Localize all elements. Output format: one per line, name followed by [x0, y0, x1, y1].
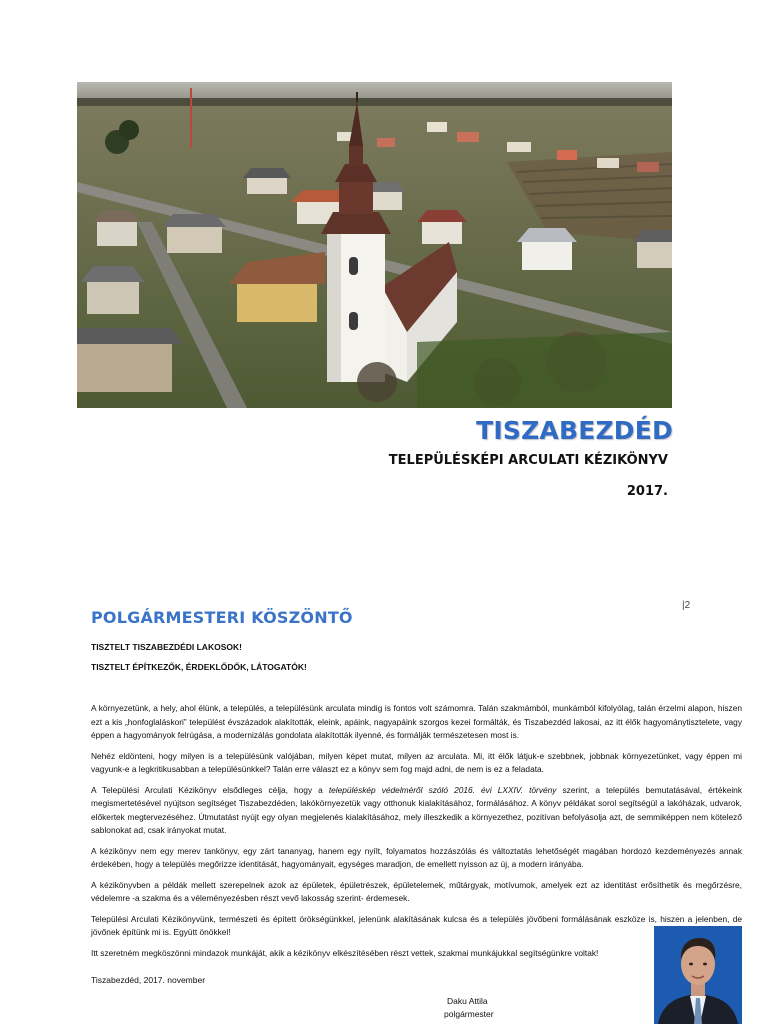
signoff-place-date: Tiszabezdéd, 2017. november — [91, 975, 206, 985]
greeting-visitors: TISZTELT ÉPÍTKEZŐK, ÉRDEKLŐDŐK, LÁTOGATÓK! — [91, 662, 307, 672]
mayor-portrait — [654, 926, 742, 1024]
signoff-title: polgármester — [444, 1009, 494, 1019]
cover-title: TISZABEZDÉD — [476, 416, 673, 445]
paragraph: A kézikönyvben a példák mellett szerepelnek azok az épületek, épületrészek, épületelemek, műtárgyak, motívumok, amelyek ezt az identitást erősíthetik és megőrzésre, védelemre -a szakma és a véleményezésben részt vevő lakosság szerint- érdemesek. — [91, 879, 742, 903]
body-text — [91, 702, 742, 967]
law-reference: településkép védelméről szóló 2016. évi LXXIV. törvény — [328, 784, 557, 795]
paragraph-text: A Települési Arculati Kézikönyv elsődleges célja, hogy a — [91, 784, 329, 795]
church-aerial-illustration — [77, 82, 672, 408]
paragraph: A kézikönyv nem egy merev tankönyv, egy zárt tananyag, hanem egy nyílt, folyamatos hozzászólás és változtatás lehetőségét magában hordozó kezdeményezés annak érdekében, hogy a település megőrizze identitását, hagyományait, egységes maradjon, de emellett nyisson az új, a modern irányába. — [91, 845, 742, 869]
paragraph: A környezetünk, a hely, ahol élünk, a település, a településünk arculata mindig is fontos volt számomra. Talán szakmámból, munkámból kifolyólag, talán érzelmi alapon, hiszen ezt a kis „honfoglaláskori” települést évszázadok alakították, eleink, apáink, nagyapáink szorgos kezei formálták, és Tiszabezdéd lakosai, az itt élők hagyománytisztelete, vagy éppen a hagyományok felrúgása, a modernizálás gondolata alakították ilyenné, és formálják természetesen most is. — [91, 703, 742, 740]
cover-photo — [77, 82, 672, 408]
page-number: |2 — [682, 600, 691, 611]
paragraph — [91, 784, 742, 838]
paragraph: Nehéz eldönteni, hogy milyen is a településünk valójában, milyen képet mutat, milyen az arculata. Mi, itt élők látjuk-e szebbnek, jobbnak környezetünket, vagy éppen mi vagyunk-e a legkritikusabban a településünkkel? Talán erre választ ez a könyv sem fog majd adni, de nem is ez a feladata. — [91, 750, 742, 774]
paragraph-text: szerint, a település bemutatásával, értékeink megismertetésével nyújtson segítséget Tiszabezdéden, lakókörnyezetük vagy otthonuk kialakításához, formálásához. A könyv példákat sorol segítségül a lakóházak, udvarok, előkertek megtervezéséhez. Útmutatást nyújt egy olyan megjelenés kialakításához, mely illeszkedik a környezethez, pozitívan befolyásolja azt, de semmiképpen nem kötelező sablonokat ad, csak irányokat mutat. — [91, 784, 742, 835]
paragraph: Itt szeretném megköszönni mindazok munkáját, akik a kézikönyv elkészítésében részt vettek, szakmai munkájukkal segítségünkre voltak! — [91, 947, 599, 958]
cover-subtitle: TELEPÜLÉSKÉPI ARCULATI KÉZIKÖNYV — [388, 453, 668, 468]
greeting-residents: TISZTELT TISZABEZDÉDI LAKOSOK! — [91, 642, 242, 652]
cover-year: 2017. — [626, 484, 668, 499]
section-heading: POLGÁRMESTERI KÖSZÖNTŐ — [91, 608, 353, 627]
portrait-illustration — [654, 926, 742, 1024]
paragraph: Települési Arculati Kézikönyvünk, természeti és épített örökségünkkel, jelenünk alakításának kulcsa és a település jövőbeni formálásának eszköze is, hiszen a jelenben, de jövőnek építünk mi is. Együtt önökkel! — [91, 913, 742, 937]
signoff-name: Daku Attila — [447, 996, 488, 1006]
